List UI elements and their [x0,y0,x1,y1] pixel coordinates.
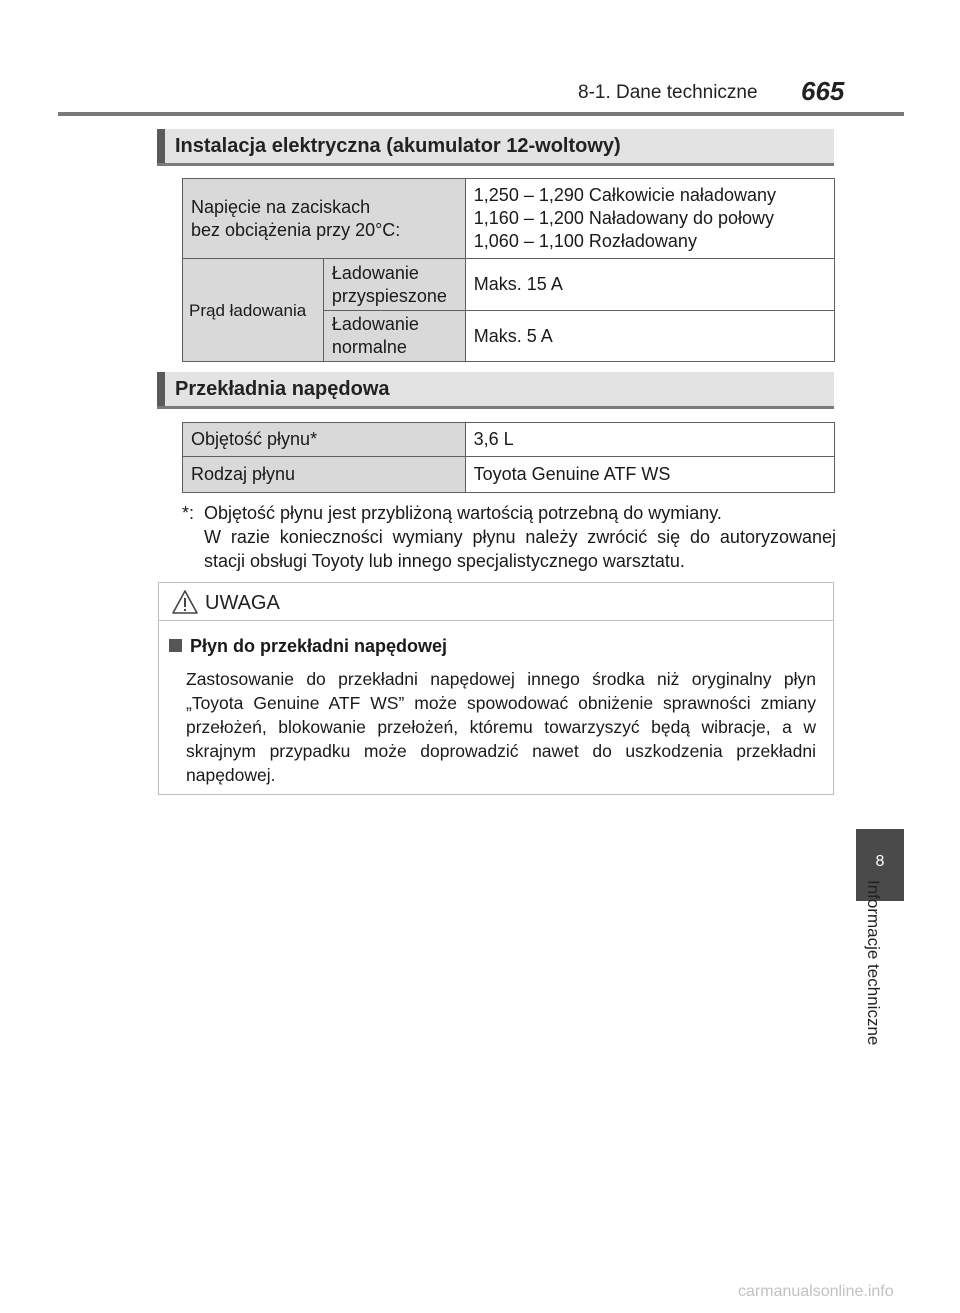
fluid-capacity-label: Objętość płynu* [183,423,466,457]
footnote-mark: *: [182,503,195,523]
fluid-type-label: Rodzaj płynu [183,457,466,493]
fluid-capacity-value: 3,6 L [465,423,834,457]
footnote-line: Objętość płynu jest przybliżoną wartością potrzebną do wymiany. [204,503,722,523]
page-number: 665 [801,76,845,106]
fast-charging-label [323,259,465,311]
section-marker-bar [157,372,165,406]
footnote [182,501,836,573]
voltage-label-line: Napięcie na zaciskach [191,196,371,217]
electrical-section-title: Instalacja elektryczna (akumulator 12-woltowy) [175,135,621,157]
voltage-value-line: 1,160 – 1,200 Naładowany do połowy [473,208,774,228]
normal-charging-label [323,311,465,362]
electrical-spec-table [182,178,835,362]
voltage-value-line: 1,060 – 1,100 Rozładowany [473,231,697,251]
watermark: carmanualsonline.info [738,1283,894,1300]
warning-subtitle-text: Płyn do przekładni napędowej [190,636,448,656]
normal-charging-value: Maks. 5 A [465,311,834,362]
table-row [183,259,835,311]
voltage-values-cell [465,179,834,259]
transmission-section-header [157,372,834,409]
voltage-label-line: bez obciążenia przy 20°C: [191,219,401,240]
electrical-section-header [157,129,834,166]
fast-charging-label-line: Ładowanie [331,262,419,283]
transmission-section-title: Przekładnia napędowa [175,378,390,400]
section-marker-bar [157,129,165,163]
warning-header [159,583,833,621]
fast-charging-value: Maks. 15 A [465,259,834,311]
header-divider [58,112,904,116]
voltage-label-cell [183,179,466,259]
fluid-type-value: Toyota Genuine ATF WS [465,457,834,493]
warning-box [158,582,834,795]
table-row [183,457,835,493]
fast-charging-label-line: przyspieszone [331,285,447,306]
charging-current-label: Prąd ładowania [183,259,324,362]
chapter-number: 8 [875,853,885,870]
warning-subtitle [169,636,447,657]
voltage-value-line: 1,250 – 1,290 Całkowicie naładowany [473,185,776,205]
section-title: 8-1. Dane techniczne [578,82,758,103]
bullet-square-icon [169,639,182,652]
warning-label: UWAGA [205,592,280,614]
table-row [183,179,835,259]
warning-triangle-icon [171,589,199,615]
normal-charging-label-line: Ładowanie [331,314,419,334]
chapter-label: Informacje techniczne [864,880,883,1046]
normal-charging-label-line: normalne [331,337,407,357]
table-row [183,423,835,457]
footnote-line: W razie konieczności wymiany płynu należy zwrócić się do autoryzowanej stacji obsługi Toyoty lub innego specjalistycznego warsztatu. [204,527,836,571]
transmission-spec-table [182,422,835,493]
warning-body: Zastosowanie do przekładni napędowej innego środka niż oryginalny płyn „Toyota Genuine ATF WS” może spowodować obniżenie sprawności zmiany przełożeń, blokowanie przełożeń, któremu towarzyszyć będą wibracje, a w skrajnym przypadku może doprowadzić nawet do uszkodzenia przekładni napędowej. [186,669,816,785]
